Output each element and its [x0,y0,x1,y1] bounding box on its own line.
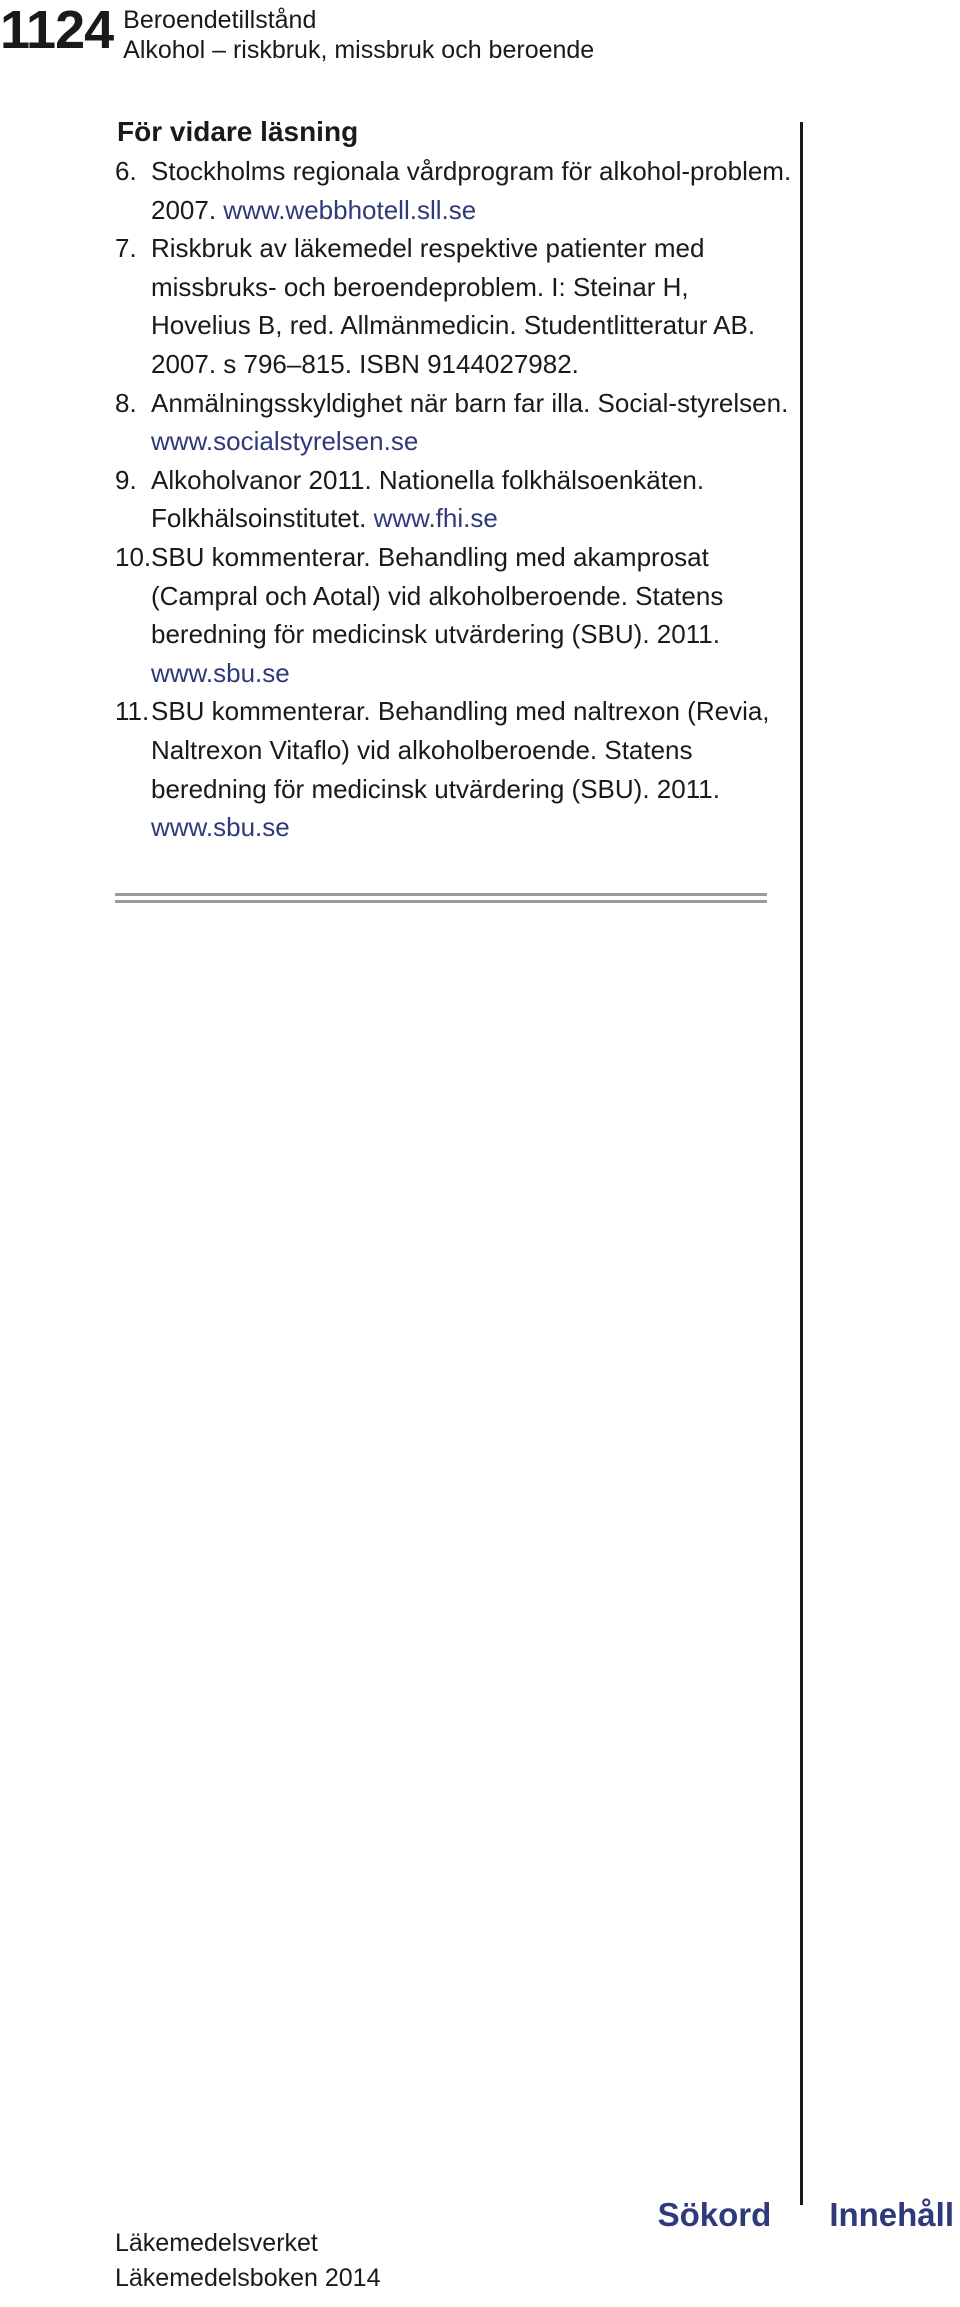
reference-item [115,152,795,229]
vertical-rule [800,122,803,2205]
footer-book-title: Läkemedelsboken 2014 [115,2264,381,2292]
reference-item [115,692,795,846]
header-text [123,2,594,65]
reference-number: 8. [115,387,137,418]
reference-link[interactable]: www.socialstyrelsen.se [151,426,419,457]
reference-text: Anmälningsskyldighet när barn far illa. Social-styrelsen. [151,387,789,418]
search-index-link[interactable]: Sökord [657,2196,772,2233]
reference-item [115,384,795,461]
reference-text: Riskbruk av läkemedel respektive patienter med missbruks- och beroendeproblem. I: Steinar H, Hovelius B, red. Allmänmedicin. Studentlitteratur AB. 2007. s 796–815. ISBN 9144027982. [151,233,756,379]
section-title: Beroendetillstånd [123,6,317,34]
reference-list [115,152,795,847]
reference-number: 11. [115,696,150,727]
reference-item [115,461,795,538]
reference-item [115,229,795,383]
reference-link[interactable]: www.fhi.se [373,503,498,534]
reference-text: Alkoholvanor 2011. Nationella folkhälsoenkäten. Folkhälsoinstitutet. [151,464,705,534]
reference-text: SBU kommenterar. Behandling med akamprosat (Campral och Aotal) vid alkoholberoende. Statens beredning för medicinsk utvärdering (SBU). 2011. [151,541,724,650]
footer-publisher: Läkemedelsverket [115,2229,318,2257]
reference-text: SBU kommenterar. Behandling med naltrexon (Revia, Naltrexon Vitaflo) vid alkoholberoende. Statens beredning för medicinsk utvärdering (SBU). 2011. [151,696,770,804]
section-subtitle: Alkohol – riskbruk, missbruk och beroende [123,36,595,64]
page-header [0,2,594,65]
further-reading-heading: För vidare läsning [117,116,359,147]
section-divider [115,893,767,903]
reference-number: 7. [115,233,137,264]
reference-link[interactable]: www.webbhotell.sll.se [223,194,477,225]
reference-link[interactable]: www.sbu.se [151,812,290,843]
reference-number: 6. [115,156,137,186]
page-footer [115,2226,380,2296]
reference-number: 9. [115,464,137,495]
reference-link[interactable]: www.sbu.se [151,657,290,688]
reference-text: Stockholms regionala vårdprogram för alkohol-problem. 2007. [151,156,792,225]
further-reading-section [115,112,795,847]
reference-item [115,538,795,692]
reference-number: 10. [115,541,152,572]
page-navigation [658,2196,954,2234]
page-number: 1124 [0,0,114,60]
table-of-contents-link[interactable]: Innehåll [829,2196,954,2233]
